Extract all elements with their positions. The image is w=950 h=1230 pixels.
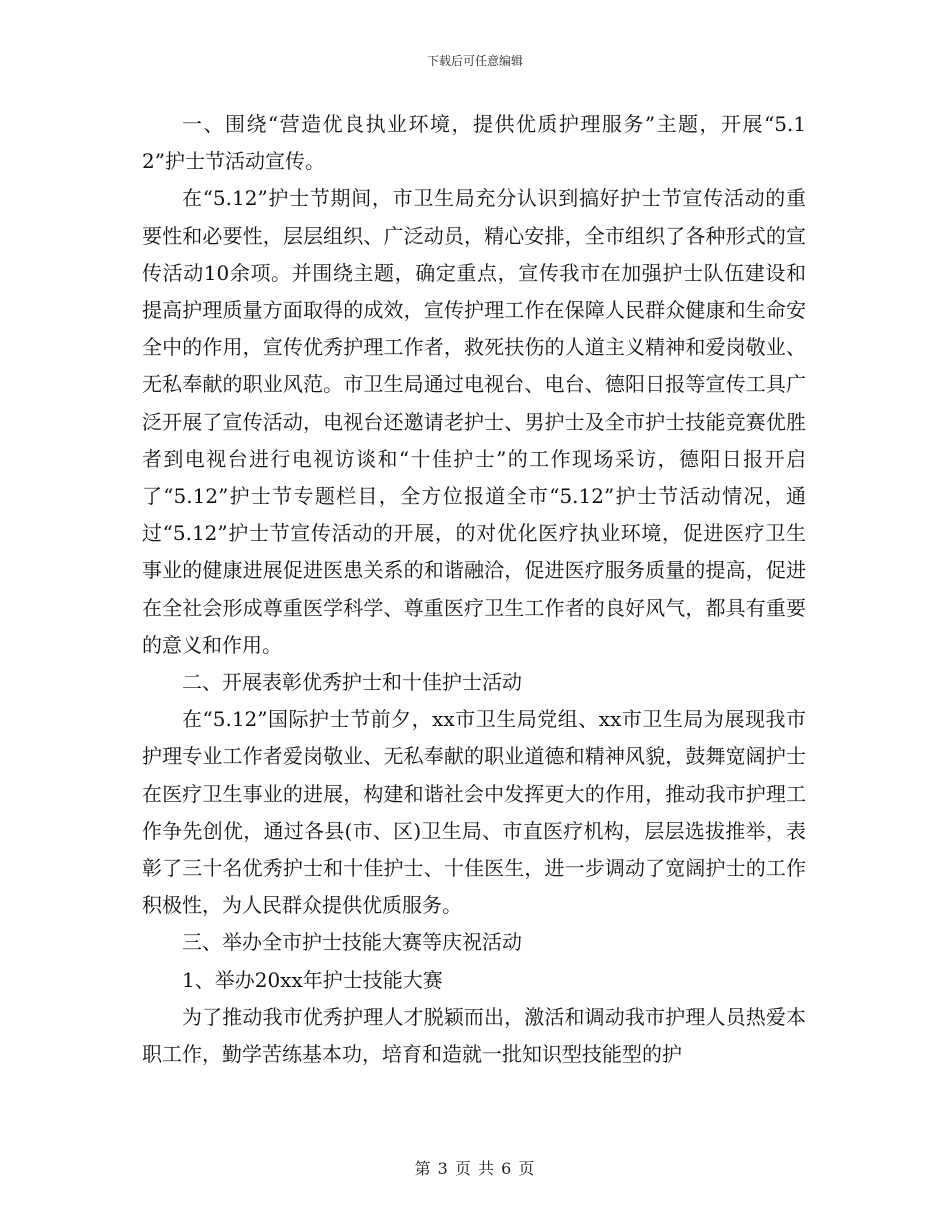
document-body — [142, 106, 806, 1073]
subsection-heading-1: 1、举办20xx年护士技能大赛 — [182, 967, 443, 992]
section-heading-2: 二、开展表彰优秀护士和十佳护士活动 — [182, 670, 522, 695]
section-heading-3: 三、举办全市护士技能大赛等庆祝活动 — [182, 930, 522, 955]
section-heading-1: 一、围绕“营造优良执业环境，提供优质护理服务”主题，开展“5.12”护士节活动宣传。 — [142, 112, 806, 174]
page-number-footer: 第 3 页 共 6 页 — [414, 1159, 536, 1178]
body-paragraph-3: 为了推动我市优秀护理人才脱颖而出，激活和调动我市护理人员热爱本职工作，勤学苦练基本功，培育和造就一批知识型技能型的护 — [142, 1004, 806, 1067]
page-header: 下载后可任意编辑 — [426, 54, 523, 68]
body-paragraph-1: 在“5.12”护士节期间，市卫生局充分认识到搞好护士节宣传活动的重要性和必要性，层层组织、广泛动员，精心安排，全市组织了各种形式的宣传活动10余项。并围绕主题，确定重点，宣传我市在加强护士队伍建设和提高护理质量方面取得的成效，宣传护理工作在保障人民群众健康和生命安全中的作用，宣传优秀护理工作者，救死扶伤的人道主义精神和爱岗敬业、无私奉献的职业风范。市卫生局通过电视台、电台、德阳日报等宣传工具广泛开展了宣传活动，电视台还邀请老护士、男护士及全市护士技能竞赛优胜者到电视台进行电视访谈和“十佳护士”的工作现场采访，德阳日报开启了“5.12”护士节专题栏目，全方位报道全市“5.12”护士节活动情况，通过“5.12”护士节宣传活动的开展，的对优化医疗执业环境，促进医疗卫生事业的健康进展促进医患关系的和谐融洽，促进医疗服务质量的提高，促进在全社会形成尊重医学科学、尊重医疗卫生工作者的良好风气，都具有重要的意义和作用。 — [142, 186, 806, 657]
body-paragraph-2: 在“5.12”国际护士节前夕，xx市卫生局党组、xx市卫生局为展现我市护理专业工作者爱岗敬业、无私奉献的职业道德和精神风貌，鼓舞宽阔护士在医疗卫生事业的进展，构建和谐社会中发挥更大的作用，推动我市护理工作争先创优，通过各县(市、区)卫生局、市直医疗机构，层层选拔推举，表彰了三十名优秀护士和十佳护士、十佳医生，进一步调动了宽阔护士的工作积极性，为人民群众提供优质服务。 — [142, 707, 806, 918]
